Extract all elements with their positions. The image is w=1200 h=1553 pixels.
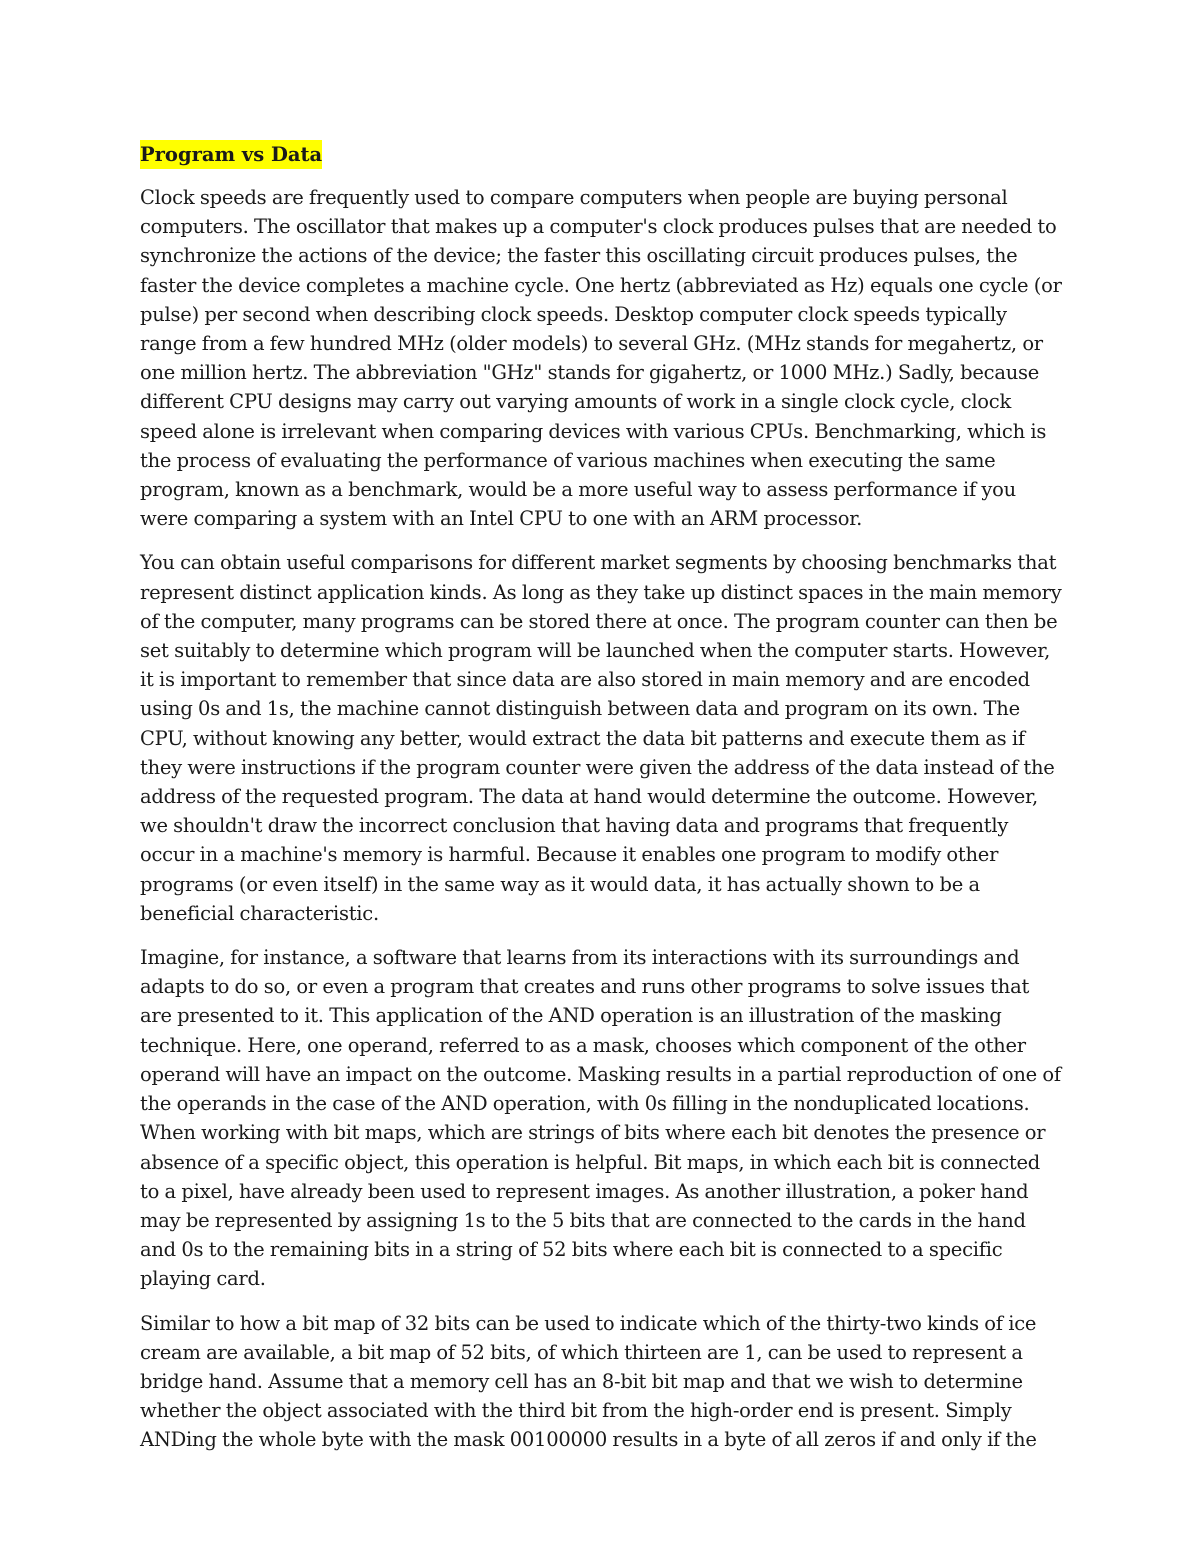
document-body [140, 140, 1064, 1470]
paragraph-3: Imagine, for instance, a software that learns from its interactions with its surroundings and adapts to do so, or even a program that creates and runs other programs to solve issues that are presented to it. This application of the AND operation is an illustration of the masking technique. Here, one operand, referred to as a mask, chooses which component of the other operand will have an impact on the outcome. Masking results in a partial reproduction of one of the operands in the case of the AND operation, with 0s filling in the nonduplicated locations. When working with bit maps, which are strings of bits where each bit denotes the presence or absence of a specific object, this operation is helpful. Bit maps, in which each bit is connected to a pixel, have already been used to represent images. As another illustration, a poker hand may be represented by assigning 1s to the 5 bits that are connected to the cards in the hand and 0s to the remaining bits in a string of 52 bits where each bit is connected to a specific playing card. [140, 946, 1061, 1291]
document-title: Program vs Data [140, 140, 322, 169]
paragraph-4: Similar to how a bit map of 32 bits can be used to indicate which of the thirty-two kinds of ice cream are available, a bit map of 52 bits, of which thirteen are 1, can be used to represent a bridge hand. Assume that a memory cell has an 8-bit bit map and that we wish to determine whether the object associated with the third bit from the high-order end is present. Simply ANDing the whole byte with the mask 00100000 results in a byte of all zeros if and only if the [140, 1311, 1037, 1452]
document-title-line [140, 140, 1064, 183]
paragraph-2: You can obtain useful comparisons for different market segments by choosing benchmarks that represent distinct application kinds. As long as they take up distinct spaces in the main memory of the computer, many programs can be stored there at once. The program counter can then be set suitably to determine which program will be launched when the computer starts. However, it is important to remember that since data are also stored in main memory and are encoded using 0s and 1s, the machine cannot distinguish between data and program on its own. The CPU, without knowing any better, would extract the data bit patterns and execute them as if they were instructions if the program counter were given the address of the data instead of the address of the requested program. The data at hand would determine the outcome. However, we shouldn't draw the incorrect conclusion that having data and programs that frequently occur in a machine's memory is harmful. Because it enables one program to modify other programs (or even itself) in the same way as it would data, it has actually shown to be a beneficial characteristic. [140, 551, 1062, 925]
paragraph-1: Clock speeds are frequently used to compare computers when people are buying personal computers. The oscillator that makes up a computer's clock produces pulses that are needed to synchronize the actions of the device; the faster this oscillating circuit produces pulses, the faster the device completes a machine cycle. One hertz (abbreviated as Hz) equals one cycle (or pulse) per second when describing clock speeds. Desktop computer clock speeds typically range from a few hundred MHz (older models) to several GHz. (MHz stands for megahertz, or one million hertz. The abbreviation "GHz" stands for gigahertz, or 1000 MHz.) Sadly, because different CPU designs may carry out varying amounts of work in a single clock cycle, clock speed alone is irrelevant when comparing devices with various CPUs. Benchmarking, which is the process of evaluating the performance of various machines when executing the same program, known as a benchmark, would be a more useful way to assess performance if you were comparing a system with an Intel CPU to one with an ARM processor. [140, 186, 1062, 531]
